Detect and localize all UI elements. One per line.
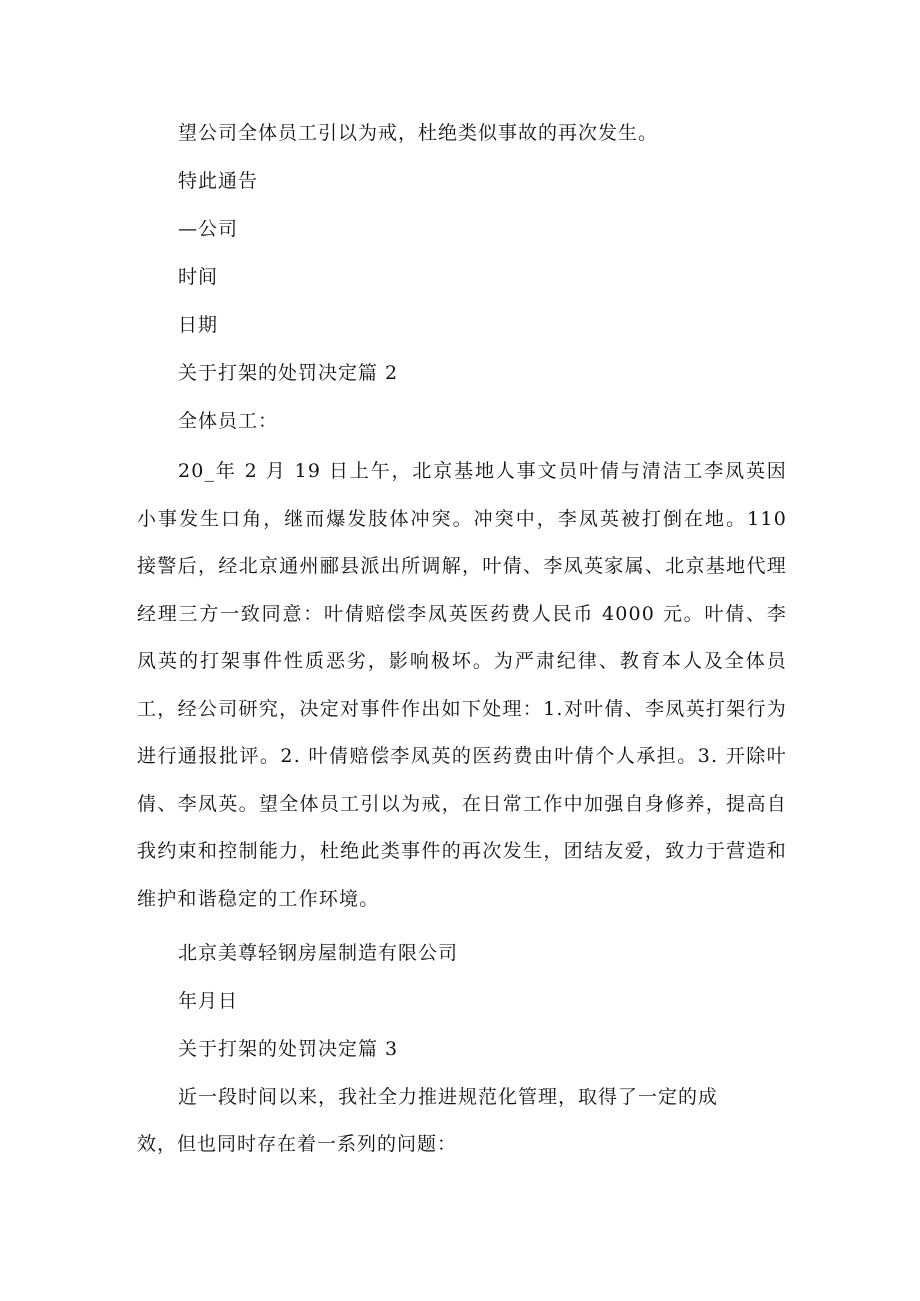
signature-date: 年月日 — [178, 990, 239, 1012]
time-line: 时间 — [178, 266, 219, 288]
section-heading-2: 关于打架的处罚决定篇 2 — [178, 362, 399, 384]
body-paragraph: 20_年 2 月 19 日上午，北京基地人事文员叶倩与清洁工李凤英因小事发生口角，继而爆发肢体冲突。冲突中，李凤英被打倒在地。110 接警后，经北京通州郦县派出所调解，叶倩、李凤英家属、北京基地代理经理三方一致同意：叶倩赔偿李凤英医药费人民币 4000 元。叶倩、李凤英的打架事件性质恶劣，影响极坏。为严肃纪律、教育本人及全体员工，经公司研究，决定对事件作出如下处理：1.对叶倩、李凤英打架行为进行通报批评。2. 叶倩赔偿李凤英的医药费由叶倩个人承担。3. 开除叶倩、李凤英。望全体员工引以为戒，在日常工作中加强自身修养，提高自我约束和控制能力，杜绝此类事件的再次发生，团结友爱，致力于营造和维护和谐稳定的工作环境。 — [137, 460, 787, 910]
section-heading-3: 关于打架的处罚决定篇 3 — [178, 1038, 399, 1060]
notice-line: 特此通告 — [178, 170, 259, 192]
company-line: —公司 — [178, 218, 239, 240]
signature-company: 北京美尊轻钢房屋制造有限公司 — [178, 942, 459, 964]
date-line: 日期 — [178, 314, 219, 336]
final-paragraph: 近一段时间以来，我社全力推进规范化管理，取得了一定的成效，但也同时存在着一系列的问题： — [137, 1086, 719, 1155]
salutation: 全体员工： — [178, 410, 279, 432]
closing-sentence: 望公司全体员工引以为戒，杜绝类似事故的再次发生。 — [178, 122, 659, 144]
